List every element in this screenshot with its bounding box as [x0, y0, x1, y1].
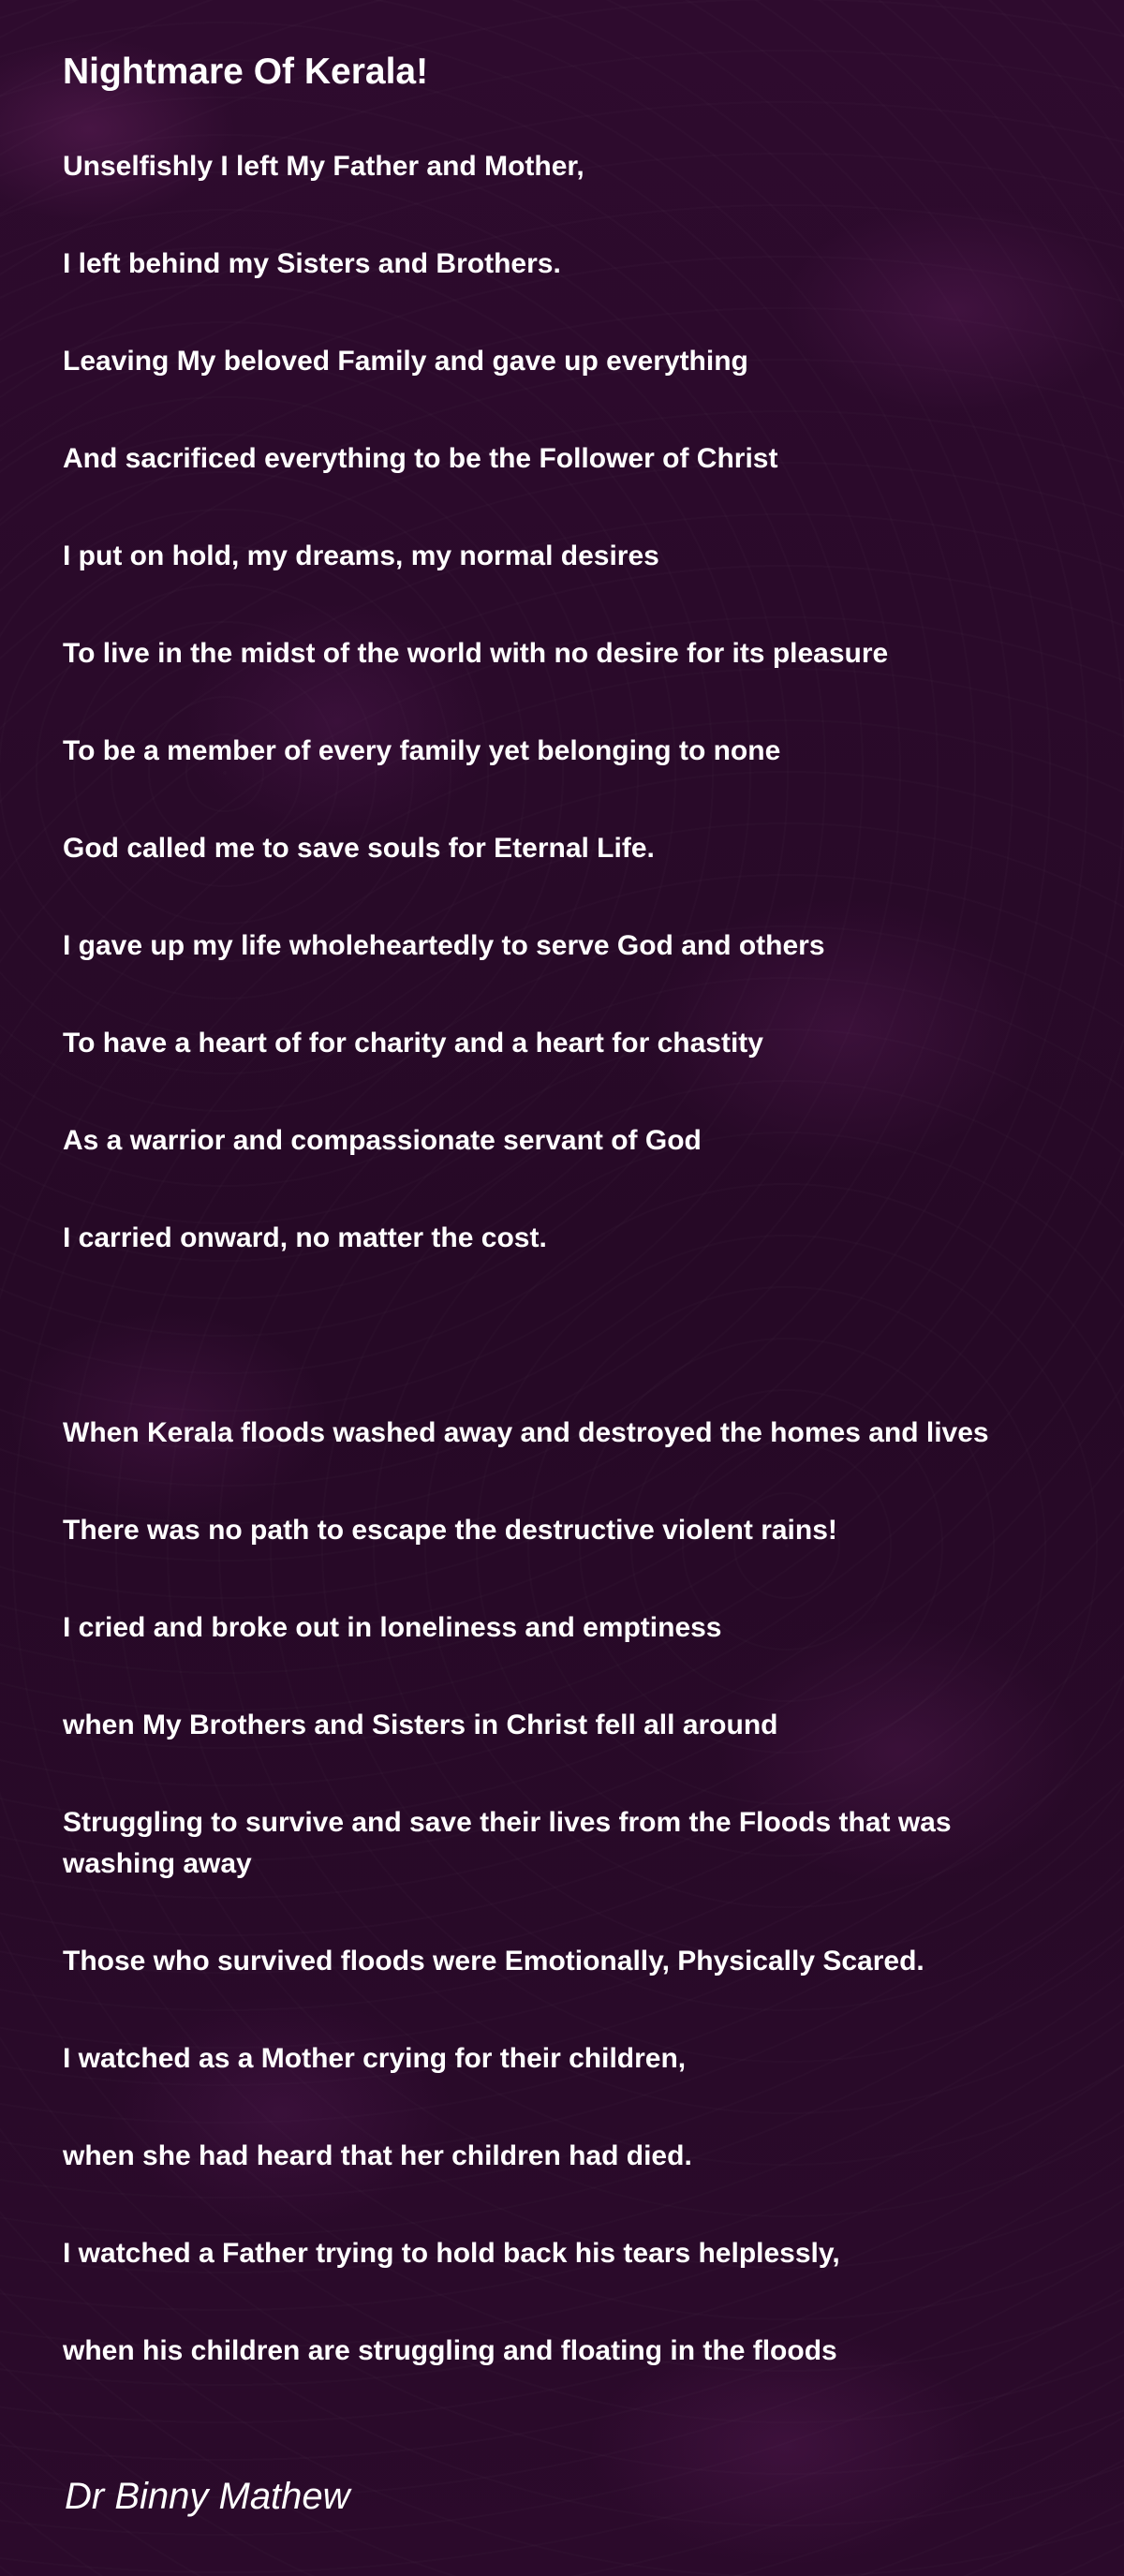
poem-line: And sacrificed everything to be the Follower of Christ — [63, 443, 778, 474]
stanza-1 — [63, 146, 1074, 1259]
poem-line: God called me to save souls for Eternal Life. — [63, 833, 655, 864]
poem-body — [63, 146, 1074, 2372]
poem-container — [63, 47, 1074, 2428]
poem-line: To be a member of every family yet belonging to none — [63, 735, 781, 766]
poem-line: I watched as a Mother crying for their children, — [63, 2043, 687, 2074]
poem-line: To have a heart of for charity and a heart for chastity — [63, 1028, 763, 1059]
stanza-divider — [63, 1315, 1074, 1413]
poem-line: Those who survived floods were Emotionally, Physically Scared. — [63, 1946, 924, 1976]
poem-line: I watched a Father trying to hold back his tears helplessly, — [63, 2238, 840, 2269]
poem-line: when his children are struggling and floating in the floods — [63, 2335, 837, 2366]
poem-line: I cried and broke out in loneliness and emptiness — [63, 1612, 722, 1643]
poem-line: Leaving My beloved Family and gave up everything — [63, 346, 748, 377]
poem-line: Struggling to survive and save their lives from the Floods that was washing away — [63, 1807, 952, 1879]
poem-line: I put on hold, my dreams, my normal desires — [63, 540, 659, 571]
poem-line: There was no path to escape the destructive violent rains! — [63, 1515, 837, 1546]
poem-line: I carried onward, no matter the cost. — [63, 1222, 547, 1253]
poem-line: As a warrior and compassionate servant of God — [63, 1125, 702, 1156]
stanza-2 — [63, 1413, 1074, 2372]
poem-title: Nightmare Of Kerala! — [63, 52, 429, 92]
poem-line: To live in the midst of the world with no desire for its pleasure — [63, 638, 889, 669]
poem-line: I gave up my life wholeheartedly to serve God and others — [63, 930, 825, 961]
poem-line: When Kerala floods washed away and destroyed the homes and lives — [63, 1417, 989, 1448]
poem-line: I left behind my Sisters and Brothers. — [63, 248, 561, 279]
poem-line: when My Brothers and Sisters in Christ fell all around — [63, 1710, 778, 1740]
poem-line: when she had heard that her children had died. — [63, 2140, 692, 2171]
poem-author: Dr Binny Mathew — [65, 2476, 350, 2517]
poem-line: Unselfishly I left My Father and Mother, — [63, 151, 584, 182]
